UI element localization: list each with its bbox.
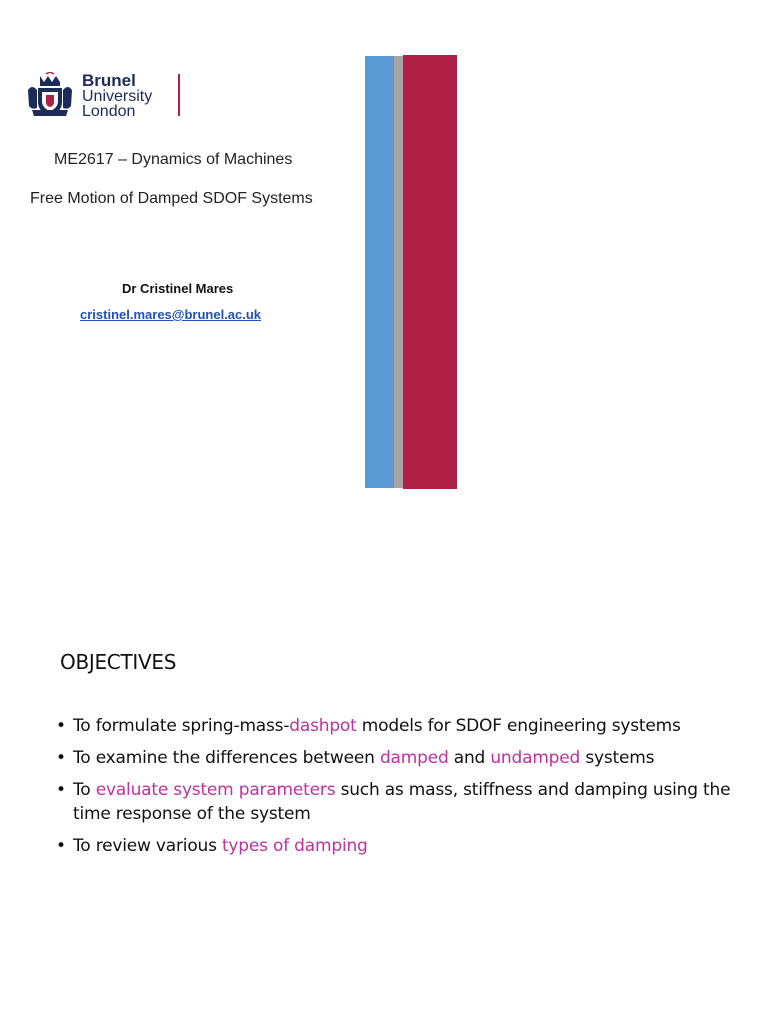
lecture-title: Free Motion of Damped SDOF Systems	[30, 190, 313, 207]
bullet-dot: •	[56, 780, 66, 800]
decorative-bar-red	[403, 55, 457, 489]
objective-text: models for SDOF engineering systems	[356, 716, 681, 736]
objective-highlight: types of damping	[221, 836, 368, 856]
objective-item	[56, 714, 736, 738]
university-logo	[26, 72, 182, 118]
objective-item	[56, 778, 736, 826]
objective-highlight: evaluate system parameters	[95, 780, 336, 800]
objective-text: To	[73, 780, 96, 800]
bullet-dot: •	[56, 836, 66, 856]
objective-highlight: damped	[379, 748, 449, 768]
logo-line-london: London	[82, 103, 136, 120]
logo-divider	[178, 74, 180, 116]
objective-text: To formulate spring-mass-	[73, 716, 290, 736]
objective-text: To review various	[73, 836, 222, 856]
objectives-heading: OBJECTIVES	[60, 650, 177, 674]
decorative-bar-blue	[365, 56, 394, 488]
logo-wordmark	[82, 72, 152, 119]
objective-highlight: undamped	[490, 748, 581, 768]
logo-line-university: University	[82, 88, 153, 105]
objective-text: To examine the differences between	[73, 748, 380, 768]
objective-item	[56, 746, 736, 770]
objective-text: systems	[580, 748, 655, 768]
objectives-list	[56, 714, 736, 866]
logo-line-brunel: Brunel	[82, 71, 136, 90]
university-crest-icon	[26, 72, 74, 118]
objective-item	[56, 834, 736, 858]
objective-text: such as mass, stiffness and damping using the time response of the system	[73, 780, 731, 824]
objective-text: and	[448, 748, 491, 768]
bullet-dot: •	[56, 748, 66, 768]
author-email-link[interactable]: cristinel.mares@brunel.ac.uk	[80, 307, 262, 322]
bullet-dot: •	[56, 716, 66, 736]
objective-highlight: dashpot	[289, 716, 357, 736]
course-code: ME2617 – Dynamics of Machines	[54, 151, 293, 168]
author-name: Dr Cristinel Mares	[122, 281, 234, 296]
decorative-bar-grey	[394, 56, 403, 488]
